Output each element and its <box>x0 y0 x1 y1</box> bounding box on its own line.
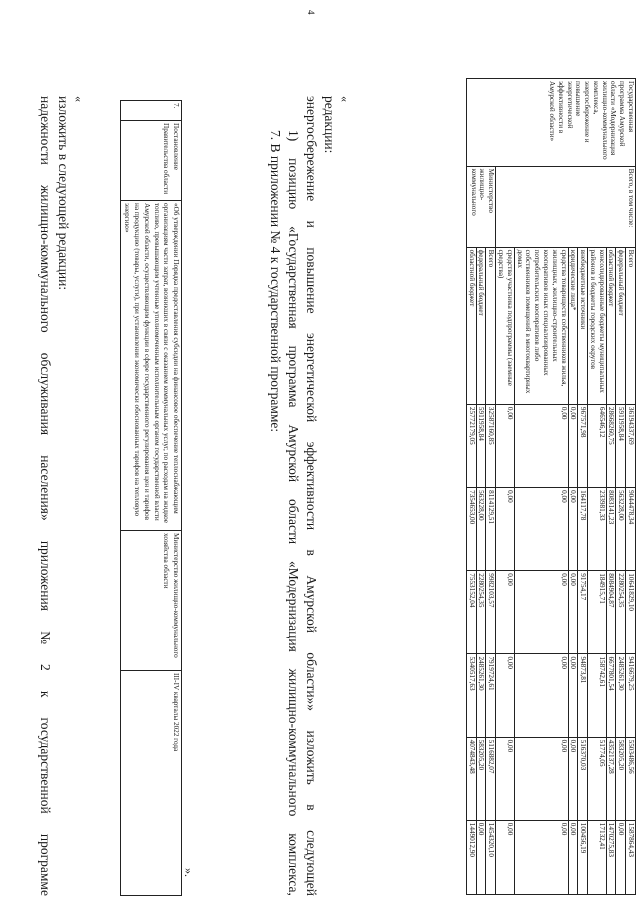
table2-cell: 563228,00 <box>476 488 486 571</box>
table2-cell: 8114129,51 <box>486 488 496 571</box>
table2-cell: 2485261,30 <box>616 654 626 737</box>
section7-word: области <box>286 498 301 545</box>
table2-row-label: внебюджетные источники <box>578 247 588 404</box>
intro-word: № <box>38 631 53 644</box>
table2-row-label: областной бюджет <box>466 247 476 404</box>
section7-word: области»» <box>304 652 319 712</box>
table2-cell: 9416679,25 <box>626 654 636 737</box>
section7-word: «Модернизация <box>286 560 301 652</box>
section7-heading: 7. В приложении № 4 к государственной программе: <box>268 130 283 433</box>
table2-cell: 0,00 <box>568 488 578 571</box>
table2-cell: 0,00 <box>496 488 515 571</box>
table2-cell: 100456,19 <box>578 820 588 894</box>
section7-word: энергетической <box>304 333 319 423</box>
table2-cell: 0,00 <box>514 404 568 487</box>
intro-word: программе <box>38 833 53 896</box>
intro-word: надежности <box>38 96 53 165</box>
section7-word: 1) <box>286 130 301 142</box>
section7-word: изложить <box>304 730 319 785</box>
table2-row-label: федеральный бюджет <box>476 247 486 404</box>
table-row <box>120 101 181 896</box>
section7-word: повышение <box>304 247 319 314</box>
table2-cell: 28668260,75 <box>606 404 616 487</box>
section7-word: позицию <box>286 158 301 210</box>
section7-word: в <box>304 804 319 811</box>
table2-cell: 0,00 <box>496 820 515 894</box>
table2-cell: 36194337,69 <box>626 404 636 487</box>
table2-cell: 1470275,83 <box>606 820 616 894</box>
table2-cell: 563228,00 <box>616 488 626 571</box>
table2-row-label: средства участника подпрограммы (заемные средства) <box>496 247 515 404</box>
section7-word: в <box>304 549 319 556</box>
table2-cell: 2280254,35 <box>476 571 486 654</box>
intro-line-2: изложить в следующей редакции: <box>56 96 71 291</box>
section7-word: комплекса, <box>286 833 301 896</box>
table2-cell: 25772179,05 <box>466 404 476 487</box>
intro-word: государственной <box>38 717 53 814</box>
table2-cell: 0,00 <box>514 737 568 820</box>
table2-row-label: юридические лица* <box>568 247 578 404</box>
close-quote: ». <box>182 868 196 877</box>
table2-cell: 0,00 <box>568 654 578 737</box>
table2-cell: 5503486,56 <box>626 737 636 820</box>
table2-row-label: областной бюджет <box>606 247 616 404</box>
table2-cell: 32587160,85 <box>486 404 496 487</box>
table2-cell: 7553152,04 <box>466 571 476 654</box>
table2-responsible-ministry: Министерство жилищно-коммунального <box>466 166 495 247</box>
table2-cell: 0,00 <box>514 820 568 894</box>
section7-item1-line-3: редакции: <box>322 96 337 154</box>
intro-word: обслуживания <box>38 352 53 436</box>
page-number-text: 4 <box>306 10 316 15</box>
table2-cell: 51774,05 <box>588 737 607 820</box>
table2-cell: 0,00 <box>514 488 568 571</box>
section7-item1-line-1 <box>287 130 301 896</box>
table2-cell: 1587864,43 <box>626 820 636 894</box>
table2-cell: 17132,41 <box>588 820 607 894</box>
table2-cell: 5911958,84 <box>616 404 626 487</box>
section7-word: программа <box>286 345 301 408</box>
table2-cell: 5911958,84 <box>476 404 486 487</box>
section7-word: энергосбережение <box>304 96 319 202</box>
table2-cell: 0,00 <box>496 404 515 487</box>
table2-cell: 2280254,35 <box>616 571 626 654</box>
table2-cell: 4352137,28 <box>606 737 616 820</box>
table2-cell: 91754,17 <box>578 571 588 654</box>
section7-word: Амурской <box>304 575 319 633</box>
intro-word: населения» <box>38 455 53 521</box>
table2-row-label: средства товариществ собственников жилья, жилищных, жилищно-строительных кооперативов иных специализированных потребительских кооперативов либо собственников помещений в многоквартирных домах <box>514 247 568 404</box>
table2-cell: 4074843,48 <box>466 737 476 820</box>
section7-word: следующей <box>304 830 319 896</box>
open-quote-2: « <box>338 96 352 102</box>
table2-cell: 1454320,10 <box>486 820 496 894</box>
document-table-1 <box>120 100 182 896</box>
document-table-2 <box>466 78 636 895</box>
section7-word: «Государственная <box>286 226 301 329</box>
table2-cell: 646546,12 <box>588 404 607 487</box>
table1-name: «Об утверждении Порядка предоставления субсидии на финансовое обеспечение теплоснабжающим организациям части затрат, возникших в связи с оказанием коммунальных услуг, по расходам на жидкое топливо, превышающим учтенные уполномоченным исполнительным органом государственной власти Амурской области, осуществляющим функции в сфере государственного регулирования цен и тарифов на продукцию (товары, услуги), при установлении экономически обоснованных тарифов на тепловую энергию» <box>120 201 181 531</box>
table1-term: III-IV кварталы 2022 года <box>120 671 181 896</box>
table2-cell: 0,00 <box>476 820 486 894</box>
table2-cell: 5116882,07 <box>486 737 496 820</box>
table2-cell: 0,00 <box>514 654 568 737</box>
table2-cell: 184915,71 <box>588 571 607 654</box>
table2-cell: 0,00 <box>496 654 515 737</box>
table2-row-label: Всего <box>626 247 636 404</box>
table2-cell: 158742,61 <box>588 654 607 737</box>
table2-cell: 7354653,00 <box>466 488 476 571</box>
table2-cell: 9044478,34 <box>626 488 636 571</box>
table2-responsible-total: Всего, в том числе: <box>496 166 636 247</box>
section7-word: эффективности <box>304 441 319 531</box>
table2-cell: 583205,20 <box>616 737 626 820</box>
table-row <box>626 79 636 895</box>
table2-cell: 0,00 <box>496 571 515 654</box>
table2-cell: 233981,33 <box>588 488 607 571</box>
table2-row-label: федеральный бюджет <box>616 247 626 404</box>
table2-cell: 0,00 <box>568 820 578 894</box>
table2-cell: 164117,78 <box>578 488 588 571</box>
table2-cell: 2485261,30 <box>476 654 486 737</box>
table1-num: 7. <box>120 101 181 121</box>
table2-cell: 1449012,90 <box>466 820 476 894</box>
table1-executor: Министерство жилищно-коммунального хозяйства области <box>120 531 181 671</box>
table2-cell: 0,00 <box>568 571 578 654</box>
table2-cell: 5340517,63 <box>466 654 476 737</box>
table2-cell: 94873,81 <box>578 654 588 737</box>
table2-program-name: Государственная программа Амурской области «Модернизация жилищно-коммунального комплекса, энергосбережение и повышение энергетической эффективности в Амурской области» <box>466 79 635 167</box>
section7-word: и <box>304 220 319 228</box>
table2-cell: 967571,98 <box>578 404 588 487</box>
table2-cell: 0,00 <box>568 404 578 487</box>
table2-row-label: Всего <box>486 247 496 404</box>
table-row <box>486 79 496 895</box>
table2-cell: 9982103,57 <box>486 571 496 654</box>
table2-cell: 516370,03 <box>578 737 588 820</box>
intro-word: 2 <box>38 664 53 671</box>
open-quote: « <box>72 96 86 102</box>
table2-cell: 0,00 <box>616 820 626 894</box>
intro-word: жилищно-коммунального <box>38 184 53 333</box>
table2-cell: 8083141,23 <box>606 488 616 571</box>
table2-cell: 0,00 <box>514 571 568 654</box>
table2-cell: 0,00 <box>496 737 515 820</box>
table1-type: Постановление Правительства области <box>120 121 181 201</box>
intro-word: приложения <box>38 540 53 611</box>
table2-row-label: консолидированные бюджеты муниципальных районов и бюджеты городских округов <box>588 247 607 404</box>
table2-cell: 583205,20 <box>476 737 486 820</box>
section7-word: Амурской <box>286 424 301 483</box>
section7-word: жилищно-коммунального <box>286 668 301 817</box>
table2-cell: 0,00 <box>568 737 578 820</box>
table2-cell: 8084904,87 <box>606 571 616 654</box>
table2-cell: 10641829,10 <box>626 571 636 654</box>
intro-word: к <box>38 690 53 698</box>
intro-line-1 <box>39 96 53 896</box>
section7-item1-line-2 <box>305 96 319 896</box>
table2-cell: 7919724,61 <box>486 654 496 737</box>
table2-cell: 6677801,54 <box>606 654 616 737</box>
